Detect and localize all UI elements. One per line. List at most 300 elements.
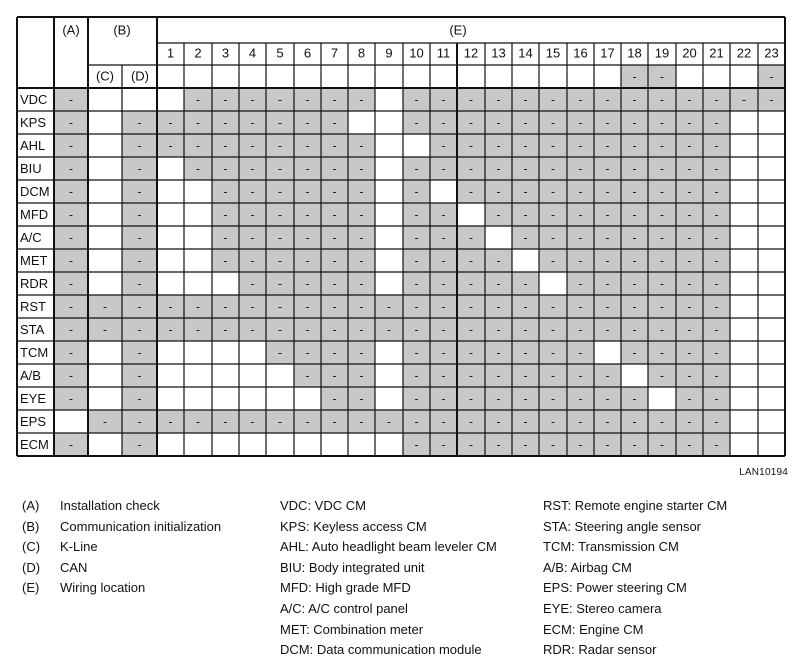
dash-mark: -	[578, 161, 583, 176]
dash-mark: -	[660, 184, 664, 199]
header-dash: -	[632, 69, 637, 84]
dash-mark: -	[359, 184, 364, 199]
dash-mark: -	[332, 368, 337, 383]
dash-mark: -	[714, 138, 719, 153]
dash-mark: -	[305, 92, 310, 107]
row-label: KPS	[20, 114, 47, 130]
dash-mark: -	[250, 115, 255, 130]
legend-unit: ECM: Engine CM	[543, 621, 644, 637]
dash-mark: -	[137, 276, 142, 291]
dash-mark: -	[305, 322, 310, 337]
dash-mark: -	[278, 322, 282, 337]
row-label: EPS	[20, 413, 47, 429]
dash-mark: -	[223, 138, 228, 153]
dash-mark: -	[441, 299, 446, 314]
dash-mark: -	[742, 92, 746, 107]
dash-mark: -	[223, 115, 228, 130]
dash-mark: -	[769, 92, 774, 107]
dash-mark: -	[223, 161, 228, 176]
legend-item-a: (A) Installation check	[22, 498, 160, 513]
dash-mark: -	[332, 115, 337, 130]
dash-mark: -	[660, 368, 664, 383]
dash-mark: -	[496, 391, 501, 406]
dash-mark: -	[469, 299, 473, 314]
dash-mark: -	[168, 138, 173, 153]
dash-mark: -	[660, 345, 664, 360]
dash-mark: -	[278, 299, 282, 314]
dash-mark: -	[578, 115, 583, 130]
dash-mark: -	[441, 322, 446, 337]
dash-mark: -	[551, 184, 555, 199]
dash-mark: -	[687, 184, 692, 199]
wiring-number: 8	[357, 45, 366, 61]
dash-mark: -	[69, 345, 73, 360]
dash-mark: -	[278, 207, 282, 222]
dash-mark: -	[714, 276, 719, 291]
dash-mark: -	[387, 299, 391, 314]
dash-mark: -	[441, 368, 446, 383]
dash-mark: -	[714, 161, 719, 176]
dash-mark: -	[523, 414, 528, 429]
dash-mark: -	[632, 345, 637, 360]
dash-mark: -	[278, 276, 282, 291]
dash-mark: -	[332, 253, 337, 268]
dash-mark: -	[687, 161, 692, 176]
row-label: STA	[20, 321, 45, 337]
dash-mark: -	[223, 230, 228, 245]
dash-mark: -	[660, 276, 664, 291]
legend-item-c: (C) K-Line	[22, 539, 98, 555]
dash-mark: -	[223, 414, 228, 429]
dash-mark: -	[387, 414, 391, 429]
dash-mark: -	[69, 368, 73, 383]
dash-mark: -	[605, 437, 610, 452]
dash-mark: -	[496, 184, 501, 199]
dash-mark: -	[223, 92, 228, 107]
dash-mark: -	[359, 92, 364, 107]
legend-unit: BIU: Body integrated unit	[280, 559, 425, 575]
wiring-number: 9	[385, 45, 393, 61]
wiring-number: 17	[600, 45, 615, 61]
dash-mark: -	[578, 184, 583, 199]
dash-mark: -	[332, 322, 337, 337]
dash-mark: -	[660, 161, 664, 176]
dash-mark: -	[441, 92, 446, 107]
dash-mark: -	[632, 115, 637, 130]
dash-mark: -	[69, 92, 73, 107]
dash-mark: -	[714, 299, 719, 314]
dash-mark: -	[414, 437, 419, 452]
dash-mark: -	[305, 299, 310, 314]
dash-mark: -	[414, 184, 419, 199]
dash-mark: -	[137, 253, 142, 268]
legend-unit: AHL: Auto headlight beam leveler CM	[280, 539, 497, 555]
wiring-number: 4	[248, 45, 257, 61]
dash-mark: -	[660, 230, 664, 245]
wiring-number: 13	[491, 45, 506, 61]
dash-mark: -	[660, 322, 664, 337]
dash-mark: -	[714, 207, 719, 222]
dash-mark: -	[714, 437, 719, 452]
dash-mark: -	[551, 414, 555, 429]
wiring-number: 2	[194, 45, 202, 61]
dash-mark: -	[332, 414, 337, 429]
dash-mark: -	[387, 322, 391, 337]
dash-mark: -	[714, 322, 719, 337]
dash-mark: -	[250, 184, 255, 199]
dash-mark: -	[332, 299, 337, 314]
dash-mark: -	[250, 322, 255, 337]
legend-unit: MFD: High grade MFD	[280, 580, 411, 596]
dash-mark: -	[441, 207, 446, 222]
dash-mark: -	[496, 92, 501, 107]
dash-mark: -	[469, 345, 473, 360]
dash-mark: -	[523, 230, 528, 245]
dash-mark: -	[332, 391, 337, 406]
dash-mark: -	[414, 299, 419, 314]
dash-mark: -	[605, 184, 610, 199]
row-label: DCM	[20, 183, 50, 199]
dash-mark: -	[414, 368, 419, 383]
dash-mark: -	[660, 253, 664, 268]
dash-mark: -	[168, 414, 173, 429]
wiring-number: 1	[166, 45, 175, 61]
dash-mark: -	[632, 230, 637, 245]
legend-unit: EPS: Power steering CM	[543, 580, 687, 596]
dash-mark: -	[687, 230, 692, 245]
dash-mark: -	[687, 92, 692, 107]
dash-mark: -	[441, 115, 446, 130]
dash-mark: -	[660, 437, 664, 452]
dash-mark: -	[278, 92, 282, 107]
dash-mark: -	[714, 115, 719, 130]
dash-mark: -	[441, 391, 446, 406]
dash-mark: -	[605, 207, 610, 222]
dash-mark: -	[605, 299, 610, 314]
dash-mark: -	[714, 92, 719, 107]
dash-mark: -	[137, 230, 142, 245]
row-label: MFD	[20, 206, 49, 222]
dash-mark: -	[441, 138, 446, 153]
dash-mark: -	[496, 161, 501, 176]
dash-mark: -	[441, 253, 446, 268]
header-b: (B)	[113, 22, 131, 38]
dash-mark: -	[137, 322, 142, 337]
dash-mark: -	[660, 138, 664, 153]
dash-mark: -	[137, 161, 142, 176]
wiring-number: 14	[518, 45, 533, 61]
dash-mark: -	[469, 115, 473, 130]
dash-mark: -	[687, 299, 692, 314]
dash-mark: -	[250, 161, 255, 176]
dash-mark: -	[660, 207, 664, 222]
diagram-code: LAN10194	[739, 467, 788, 478]
dash-mark: -	[69, 276, 73, 291]
dash-mark: -	[632, 92, 637, 107]
header-d: (D)	[130, 68, 150, 84]
dash-mark: -	[414, 92, 419, 107]
wiring-number: 22	[736, 45, 752, 61]
row-label: BIU	[20, 160, 42, 176]
dash-mark: -	[632, 161, 637, 176]
dash-mark: -	[441, 276, 446, 291]
dash-mark: -	[332, 184, 337, 199]
dash-mark: -	[551, 161, 555, 176]
dash-mark: -	[523, 437, 528, 452]
dash-mark: -	[278, 414, 282, 429]
dash-mark: -	[714, 414, 719, 429]
legend-unit: RDR: Radar sensor	[543, 642, 657, 658]
dash-mark: -	[305, 345, 310, 360]
dash-mark: -	[660, 115, 664, 130]
dash-mark: -	[332, 161, 337, 176]
dash-mark: -	[414, 115, 419, 130]
legend-unit: RST: Remote engine starter CM	[543, 498, 728, 513]
dash-mark: -	[632, 299, 637, 314]
dash-mark: -	[278, 161, 282, 176]
dash-mark: -	[578, 391, 583, 406]
dash-mark: -	[687, 115, 692, 130]
dash-mark: -	[496, 115, 501, 130]
dash-mark: -	[305, 230, 310, 245]
dash-mark: -	[69, 207, 73, 222]
dash-mark: -	[305, 138, 310, 153]
dash-mark: -	[551, 345, 555, 360]
dash-mark: -	[359, 345, 364, 360]
dash-mark: -	[605, 322, 610, 337]
dash-mark: -	[441, 414, 446, 429]
dash-mark: -	[551, 230, 555, 245]
dash-mark: -	[578, 253, 583, 268]
dash-mark: -	[687, 368, 692, 383]
dash-mark: -	[687, 391, 692, 406]
dash-mark: -	[578, 368, 583, 383]
dash-mark: -	[278, 184, 282, 199]
dash-mark: -	[523, 184, 528, 199]
wiring-number: 23	[764, 45, 779, 61]
dash-mark: -	[69, 115, 73, 130]
dash-mark: -	[250, 230, 255, 245]
dash-mark: -	[103, 299, 107, 314]
dash-mark: -	[469, 322, 473, 337]
dash-mark: -	[632, 253, 637, 268]
dash-mark: -	[69, 253, 73, 268]
dash-mark: -	[496, 299, 501, 314]
dash-mark: -	[278, 345, 282, 360]
dash-mark: -	[605, 138, 610, 153]
legend-unit: A/B: Airbag CM	[543, 559, 632, 575]
dash-mark: -	[496, 322, 501, 337]
row-label: ECM	[20, 436, 49, 452]
dash-mark: -	[332, 276, 337, 291]
dash-mark: -	[414, 230, 419, 245]
dash-mark: -	[469, 276, 473, 291]
dash-mark: -	[496, 276, 501, 291]
dash-mark: -	[305, 184, 310, 199]
dash-mark: -	[278, 138, 282, 153]
dash-mark: -	[305, 115, 310, 130]
dash-mark: -	[469, 92, 473, 107]
dash-mark: -	[69, 161, 73, 176]
dash-mark: -	[137, 345, 142, 360]
legend-unit: STA: Steering angle sensor	[543, 518, 702, 534]
dash-mark: -	[523, 322, 528, 337]
dash-mark: -	[551, 437, 555, 452]
dash-mark: -	[69, 138, 73, 153]
dash-mark: -	[196, 161, 200, 176]
dash-mark: -	[632, 322, 637, 337]
dash-mark: -	[714, 391, 719, 406]
dash-mark: -	[469, 391, 473, 406]
dash-mark: -	[305, 161, 310, 176]
dash-mark: -	[469, 230, 473, 245]
legend-unit: A/C: A/C control panel	[280, 600, 408, 616]
dash-mark: -	[305, 207, 310, 222]
header-e: (E)	[449, 22, 467, 38]
dash-mark: -	[278, 115, 282, 130]
dash-mark: -	[551, 138, 555, 153]
dash-mark: -	[137, 299, 142, 314]
dash-mark: -	[496, 368, 501, 383]
dash-mark: -	[305, 253, 310, 268]
dash-mark: -	[137, 437, 142, 452]
dash-mark: -	[469, 138, 473, 153]
dash-mark: -	[359, 276, 364, 291]
wiring-number: 7	[330, 45, 339, 61]
wiring-number: 16	[573, 45, 588, 61]
dash-mark: -	[168, 115, 173, 130]
dash-mark: -	[250, 207, 255, 222]
dash-mark: -	[359, 368, 364, 383]
dash-mark: -	[687, 437, 692, 452]
dash-mark: -	[137, 391, 142, 406]
dash-mark: -	[687, 276, 692, 291]
dash-mark: -	[469, 414, 473, 429]
dash-mark: -	[496, 253, 501, 268]
dash-mark: -	[523, 345, 528, 360]
dash-mark: -	[578, 92, 583, 107]
row-label: A/C	[20, 229, 42, 245]
dash-mark: -	[414, 276, 419, 291]
dash-mark: -	[496, 345, 501, 360]
wiring-number: 18	[627, 45, 642, 61]
wiring-number: 19	[654, 45, 670, 61]
dash-mark: -	[250, 253, 255, 268]
legend-item-b: (B) Communication initialization	[22, 518, 222, 534]
dash-mark: -	[496, 138, 501, 153]
legend-item-e: (E) Wiring location	[22, 580, 146, 596]
dash-mark: -	[359, 391, 364, 406]
dash-mark: -	[250, 299, 255, 314]
dash-mark: -	[137, 368, 142, 383]
dash-mark: -	[687, 138, 692, 153]
dash-mark: -	[196, 414, 200, 429]
dash-mark: -	[250, 276, 255, 291]
legend-unit: VDC: VDC CM	[280, 498, 366, 513]
dash-mark: -	[687, 253, 692, 268]
header-c: (C)	[95, 68, 115, 84]
legend-unit: DCM: Data communication module	[280, 642, 482, 658]
dash-mark: -	[223, 207, 228, 222]
dash-mark: -	[496, 207, 501, 222]
row-label: RDR	[20, 275, 49, 291]
dash-mark: -	[305, 414, 310, 429]
dash-mark: -	[69, 391, 73, 406]
dash-mark: -	[523, 207, 528, 222]
dash-mark: -	[551, 299, 555, 314]
dash-mark: -	[359, 161, 364, 176]
dash-mark: -	[305, 368, 310, 383]
dash-mark: -	[223, 322, 228, 337]
dash-mark: -	[196, 322, 200, 337]
dash-mark: -	[69, 299, 73, 314]
wiring-number: 3	[221, 45, 230, 61]
dash-mark: -	[414, 161, 419, 176]
dash-mark: -	[469, 437, 473, 452]
dash-mark: -	[137, 184, 142, 199]
dash-mark: -	[551, 207, 555, 222]
wiring-number: 11	[436, 45, 451, 61]
legend-column-abbreviations	[0, 496, 221, 599]
dash-mark: -	[414, 345, 419, 360]
dash-mark: -	[359, 322, 364, 337]
dash-mark: -	[605, 414, 610, 429]
dash-mark: -	[605, 276, 610, 291]
wiring-number: 5	[276, 45, 284, 61]
dash-mark: -	[414, 391, 419, 406]
legend-unit: KPS: Keyless access CM	[280, 518, 427, 534]
dash-mark: -	[305, 276, 310, 291]
dash-mark: -	[714, 368, 719, 383]
dash-mark: -	[332, 207, 337, 222]
dash-mark: -	[332, 230, 337, 245]
dash-mark: -	[332, 345, 337, 360]
wiring-number: 6	[303, 45, 312, 61]
header-a: (A)	[62, 22, 80, 38]
wiring-number: 15	[545, 45, 561, 61]
dash-mark: -	[523, 138, 528, 153]
wiring-number: 12	[463, 45, 479, 61]
row-label: AHL	[20, 137, 46, 153]
dash-mark: -	[551, 253, 555, 268]
row-label: TCM	[20, 344, 49, 360]
dash-mark: -	[223, 299, 228, 314]
row-label: RST	[20, 298, 46, 314]
dash-mark: -	[578, 345, 583, 360]
dash-mark: -	[578, 299, 583, 314]
legend-unit: MET: Combination meter	[280, 621, 424, 637]
dash-mark: -	[687, 207, 692, 222]
dash-mark: -	[196, 138, 200, 153]
dash-mark: -	[441, 161, 446, 176]
wiring-number: 20	[682, 45, 697, 61]
dash-mark: -	[632, 276, 637, 291]
dash-mark: -	[250, 414, 255, 429]
dash-mark: -	[578, 230, 583, 245]
dash-mark: -	[168, 299, 173, 314]
dash-mark: -	[523, 115, 528, 130]
dash-mark: -	[523, 368, 528, 383]
dash-mark: -	[469, 161, 473, 176]
dash-mark: -	[660, 92, 664, 107]
dash-mark: -	[469, 184, 473, 199]
dash-mark: -	[69, 230, 73, 245]
header-dash: -	[769, 69, 774, 84]
dash-mark: -	[137, 207, 142, 222]
dash-mark: -	[578, 322, 583, 337]
dash-mark: -	[551, 391, 555, 406]
dash-mark: -	[551, 92, 555, 107]
